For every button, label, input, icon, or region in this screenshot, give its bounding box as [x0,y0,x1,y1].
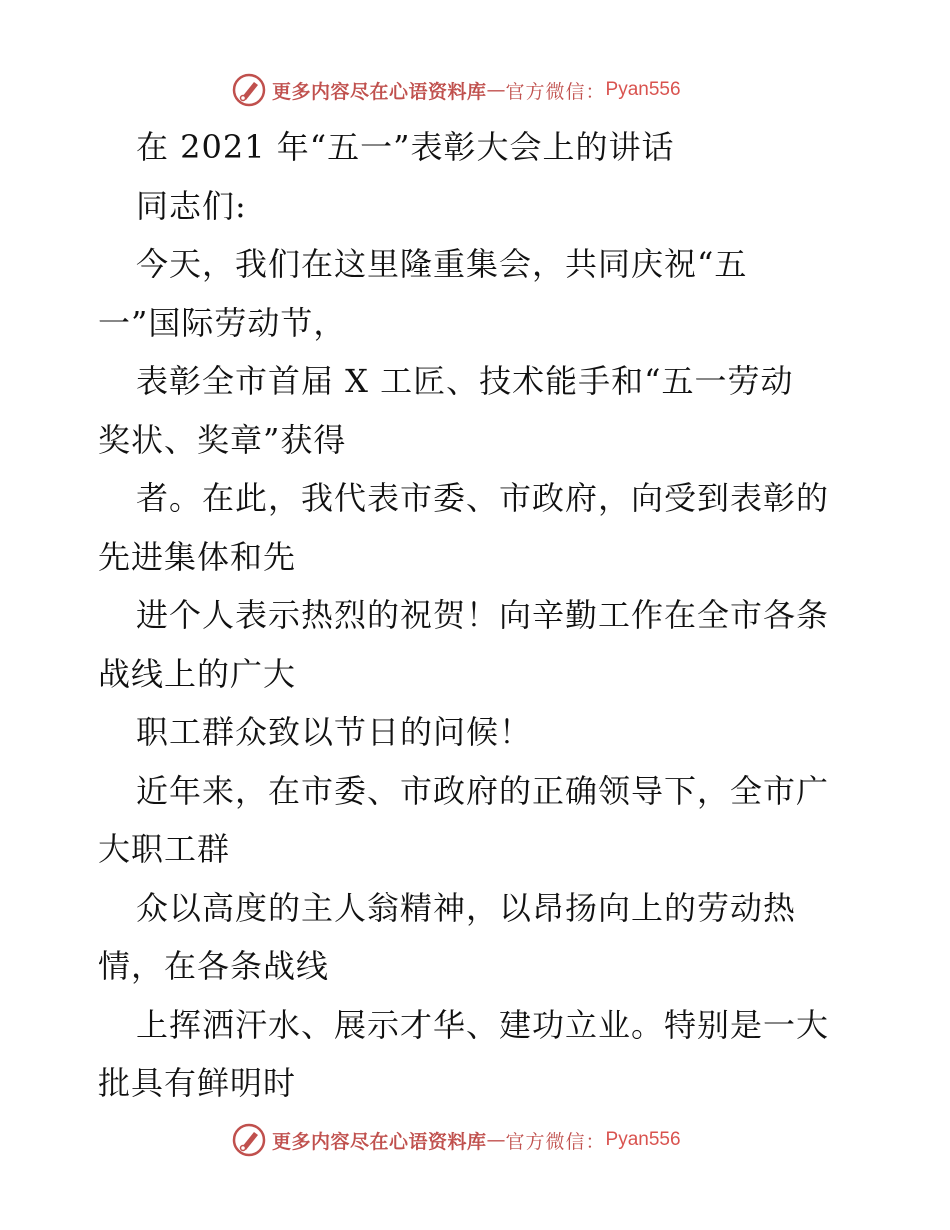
document-line: 大职工群 [98,830,231,868]
pen-nib-logo-icon [232,73,266,107]
document-line: 战线上的广大 [98,654,297,693]
document-line: 一”国际劳动节， [98,303,347,342]
document-line: 同志们: [136,186,247,225]
document-line: 奖状、奖章”获得 [98,420,347,459]
banner-dash: — [486,79,506,101]
banner-brand-text: 更多内容尽在心语资料库 [272,1130,487,1153]
document-line: 在 2021 年“五一”表彰大会上的讲话 [136,128,675,166]
banner-wechat-id: Pyan556 [605,79,681,100]
document-line: 者。在此，我代表市委、市政府，向受到表彰的 [136,479,830,517]
document-line: 情，在各条战线 [98,947,330,985]
header-banner [232,70,681,110]
document-line: 批具有鲜明时 [98,1064,297,1102]
footer-banner [232,1120,681,1160]
banner-dash: — [486,1129,506,1151]
pen-nib-logo-icon [232,1123,266,1157]
document-line: 上挥洒汗水、展示才华、建功立业。特别是一大 [136,1005,830,1044]
document-line: 众以高度的主人翁精神，以昂扬向上的劳动热 [136,888,797,927]
document-line: 进个人表示热烈的祝贺！向辛勤工作在全市各条 [136,596,830,634]
banner-wechat-label: 官方微信： [505,80,606,103]
document-line: 职工群众致以节日的问候！ [136,713,533,751]
document-line: 近年来，在市委、市政府的正确领导下，全市广 [136,771,830,810]
document-line: 先进集体和先 [98,537,297,576]
banner-wechat-id: Pyan556 [605,1129,681,1150]
banner-wechat-label: 官方微信： [505,1130,606,1153]
document-line: 今天，我们在这里隆重集会，共同庆祝“五 [136,245,748,283]
document-line: 表彰全市首届 X 工匠、技术能手和“五一劳动 [136,362,794,400]
banner-brand-text: 更多内容尽在心语资料库 [272,80,487,103]
document-body [98,118,888,1113]
